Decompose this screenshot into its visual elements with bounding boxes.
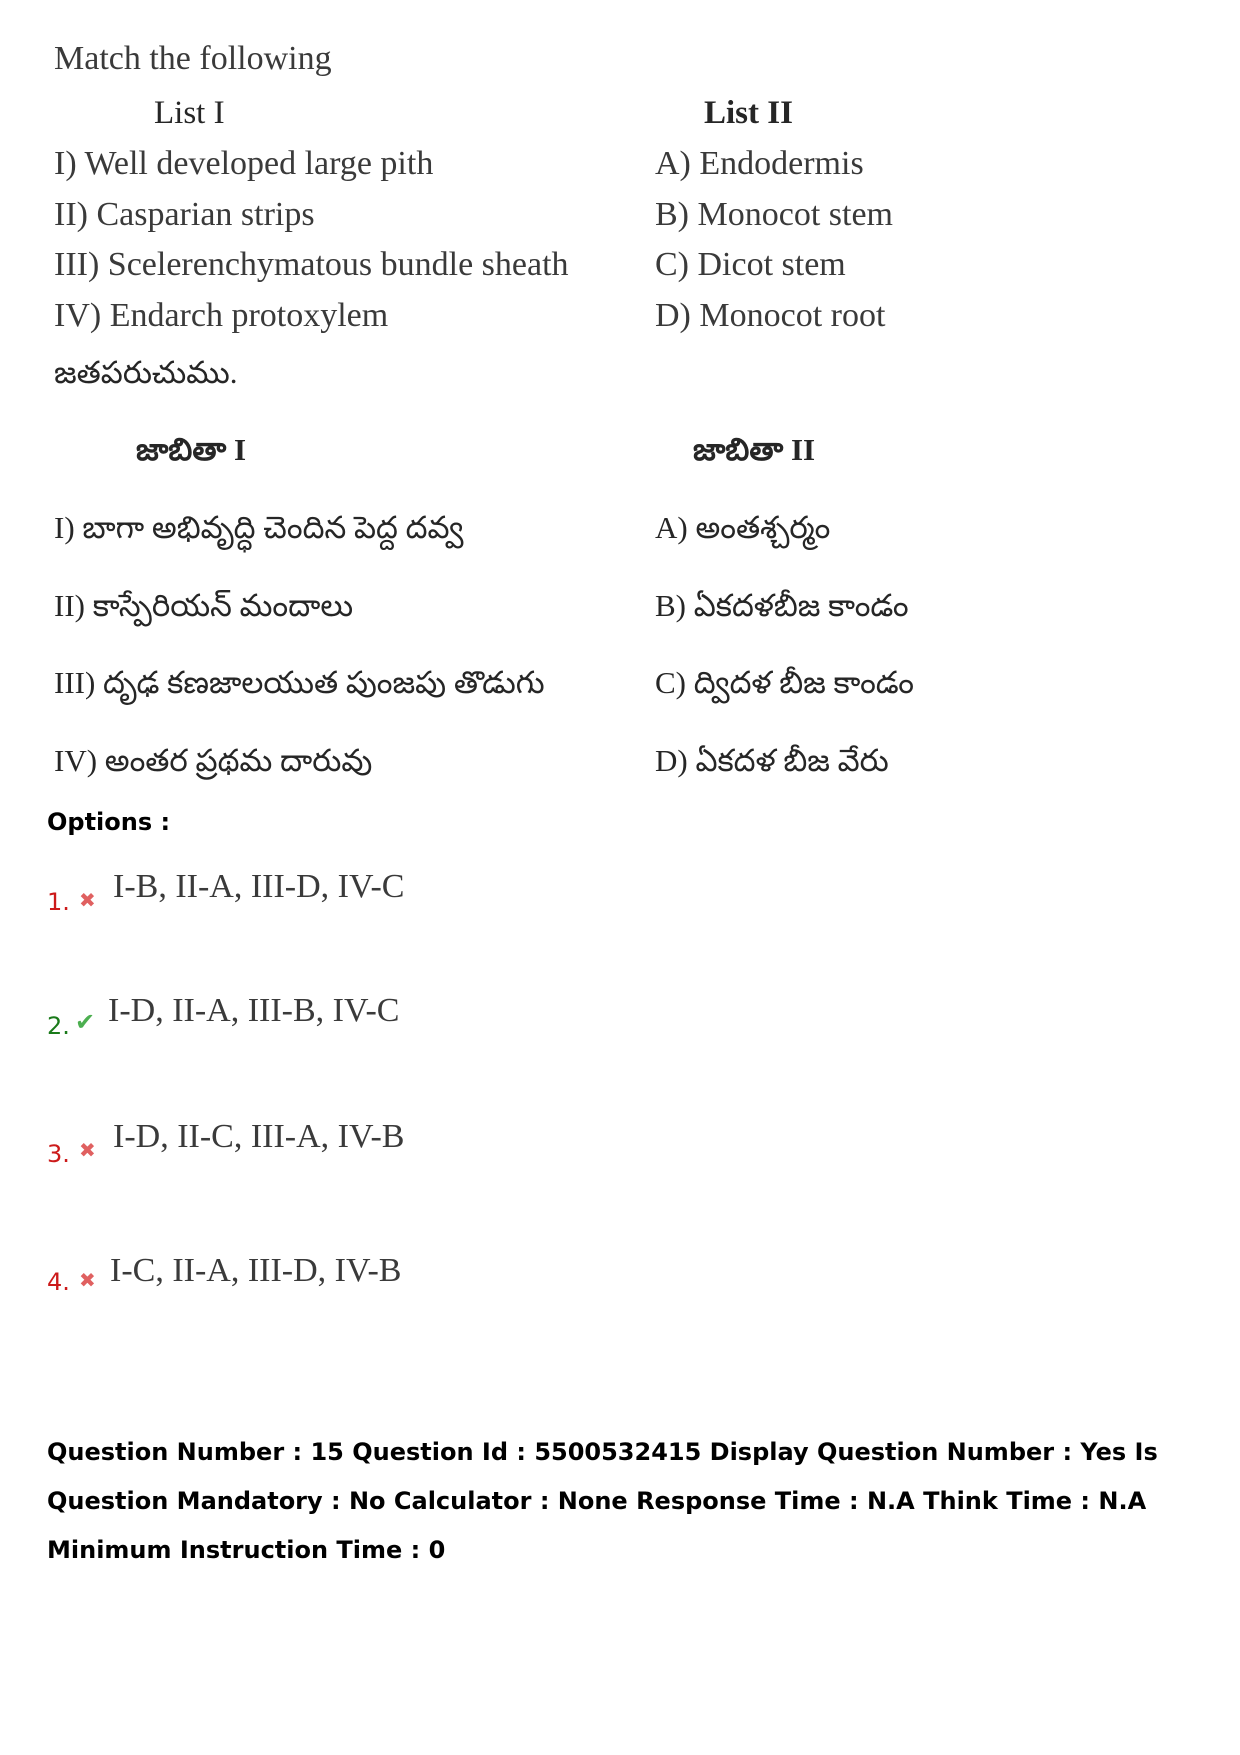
telugu-list1-item: II) కాస్పేరియన్ మందాలు	[54, 588, 354, 623]
list1-item: IV) Endarch protoxylem	[54, 297, 389, 334]
list1-heading: List I	[154, 95, 225, 131]
question-title: Match the following	[54, 40, 332, 77]
cross-icon: ✖	[79, 1268, 96, 1292]
option-number: 1.	[47, 888, 70, 916]
telugu-list2-item: A) అంతశ్చర్మం	[655, 510, 831, 545]
list2-item: A) Endodermis	[655, 145, 864, 182]
list2-heading: List II	[704, 95, 793, 131]
telugu-list1-item: IV) అంతర ప్రథమ దారువు	[54, 743, 373, 778]
option-number: 4.	[47, 1268, 70, 1296]
telugu-list2-item: D) ఏకదళ బీజ వేరు	[655, 743, 889, 778]
check-icon: ✔	[75, 1008, 96, 1036]
list2-item: B) Monocot stem	[655, 196, 893, 233]
list2-item: D) Monocot root	[655, 297, 886, 334]
option-1[interactable]: I-B, II-A, III-D, IV-C	[113, 868, 405, 905]
telugu-list1-item: III) దృఢ కణజాలయుత పుంజపు తొడుగు	[54, 665, 545, 700]
telugu-list2-heading: జాబితా II	[693, 432, 816, 467]
telugu-list2-item: C) ద్విదళ బీజ కాండం	[655, 665, 915, 700]
telugu-list1-item: I) బాగా అభివృద్ధి చెందిన పెద్ద దవ్వ	[54, 510, 464, 545]
list1-item: II) Casparian strips	[54, 196, 315, 233]
options-label: Options :	[47, 808, 171, 836]
telugu-list1-heading: జాబితా I	[136, 432, 247, 467]
telugu-title: జతపరుచుము.	[54, 355, 238, 390]
question-metadata: Question Number : 15 Question Id : 5500532415 Display Question Number : Yes Is Question Mandatory : No Calculator : None Response Time : N.A Think Time : N.A Minimum Instruction Time : 0	[47, 1438, 1158, 1564]
list2-item: C) Dicot stem	[655, 246, 846, 283]
list1-item: I) Well developed large pith	[54, 145, 434, 182]
cross-icon: ✖	[79, 888, 96, 912]
telugu-list2-item: B) ఏకదళబీజ కాండం	[655, 588, 909, 623]
cross-icon: ✖	[79, 1138, 96, 1162]
option-4[interactable]: I-C, II-A, III-D, IV-B	[110, 1252, 402, 1289]
option-2[interactable]: I-D, II-A, III-B, IV-C	[108, 992, 400, 1029]
option-3[interactable]: I-D, II-C, III-A, IV-B	[113, 1118, 405, 1155]
option-number: 2.	[47, 1012, 70, 1040]
option-number: 3.	[47, 1140, 70, 1168]
list1-item: III) Scelerenchymatous bundle sheath	[54, 246, 569, 283]
